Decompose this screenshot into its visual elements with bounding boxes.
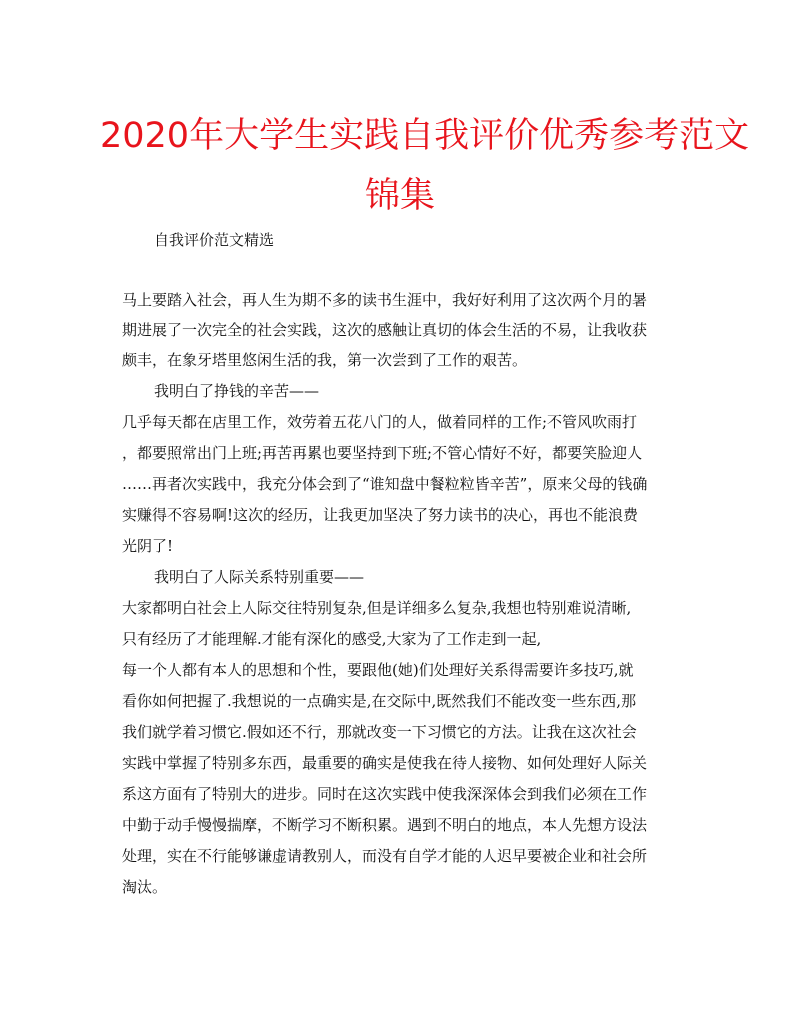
- paragraph-line: 处理，实在不行能够谦虚请教别人，而没有自学才能的人迟早要被企业和社会所: [122, 847, 648, 865]
- section-subtitle: 自我评价范文精选: [154, 231, 275, 249]
- paragraph-line: 几乎每天都在店里工作，效劳着五花八门的人，做着同样的工作;不管风吹雨打: [122, 413, 638, 431]
- paragraph-line: 中勤于动手慢慢揣摩，不断学习不断积累。遇到不明白的地点，本人先想方设法: [122, 816, 648, 834]
- paragraph-line: 系这方面有了特别大的进步。同时在这次实践中使我深深体会到我们必须在工作: [122, 785, 648, 803]
- document-title-line-1: 2020年大学生实践自我评价优秀参考范文: [100, 116, 750, 156]
- section-heading: 我明白了挣钱的辛苦——: [154, 382, 320, 400]
- paragraph-line: 光阴了!: [122, 537, 174, 555]
- paragraph-line: 淘汰。: [122, 878, 168, 896]
- paragraph-line: 实赚得不容易啊!这次的经历，让我更加坚决了努力读书的决心，再也不能浪费: [122, 506, 639, 524]
- paragraph-line: 看你如何把握了.我想说的一点确实是,在交际中,既然我们不能改变一些东西,那: [122, 692, 637, 710]
- paragraph-line: 期进展了一次完全的社会实践，这次的感触让真切的体会生活的不易，让我收获: [122, 321, 648, 339]
- document-title-line-2: 锦集: [364, 176, 435, 216]
- paragraph-line: 大家都明白社会上人际交往特别复杂,但是详细多么复杂,我想也特别难说清晰,: [122, 599, 632, 617]
- section-heading: 我明白了人际关系特别重要——: [154, 568, 365, 586]
- paragraph-line: 只有经历了才能理解.才能有深化的感受,大家为了工作走到一起,: [122, 630, 542, 648]
- paragraph-line: ，都要照常出门上班;再苦再累也要坚持到下班;不管心情好不好，都要笑脸迎人: [122, 444, 643, 462]
- paragraph-line: 实践中掌握了特别多东西，最重要的确实是使我在待人接物、如何处理好人际关: [122, 754, 648, 772]
- paragraph-line: 每一个人都有本人的思想和个性，要跟他(她)们处理好关系得需要许多技巧,就: [122, 661, 634, 679]
- paragraph-line: ……再者次实践中，我充分体会到了“谁知盘中餐粒粒皆辛苦”，原来父母的钱确: [122, 475, 648, 493]
- paragraph-line: 马上要踏入社会，再人生为期不多的读书生涯中，我好好利用了这次两个月的暑: [122, 291, 648, 309]
- paragraph-line: 颇丰，在象牙塔里悠闲生活的我，第一次尝到了工作的艰苦。: [122, 351, 528, 369]
- paragraph-line: 我们就学着习惯它.假如还不行，那就改变一下习惯它的方法。让我在这次社会: [122, 723, 637, 741]
